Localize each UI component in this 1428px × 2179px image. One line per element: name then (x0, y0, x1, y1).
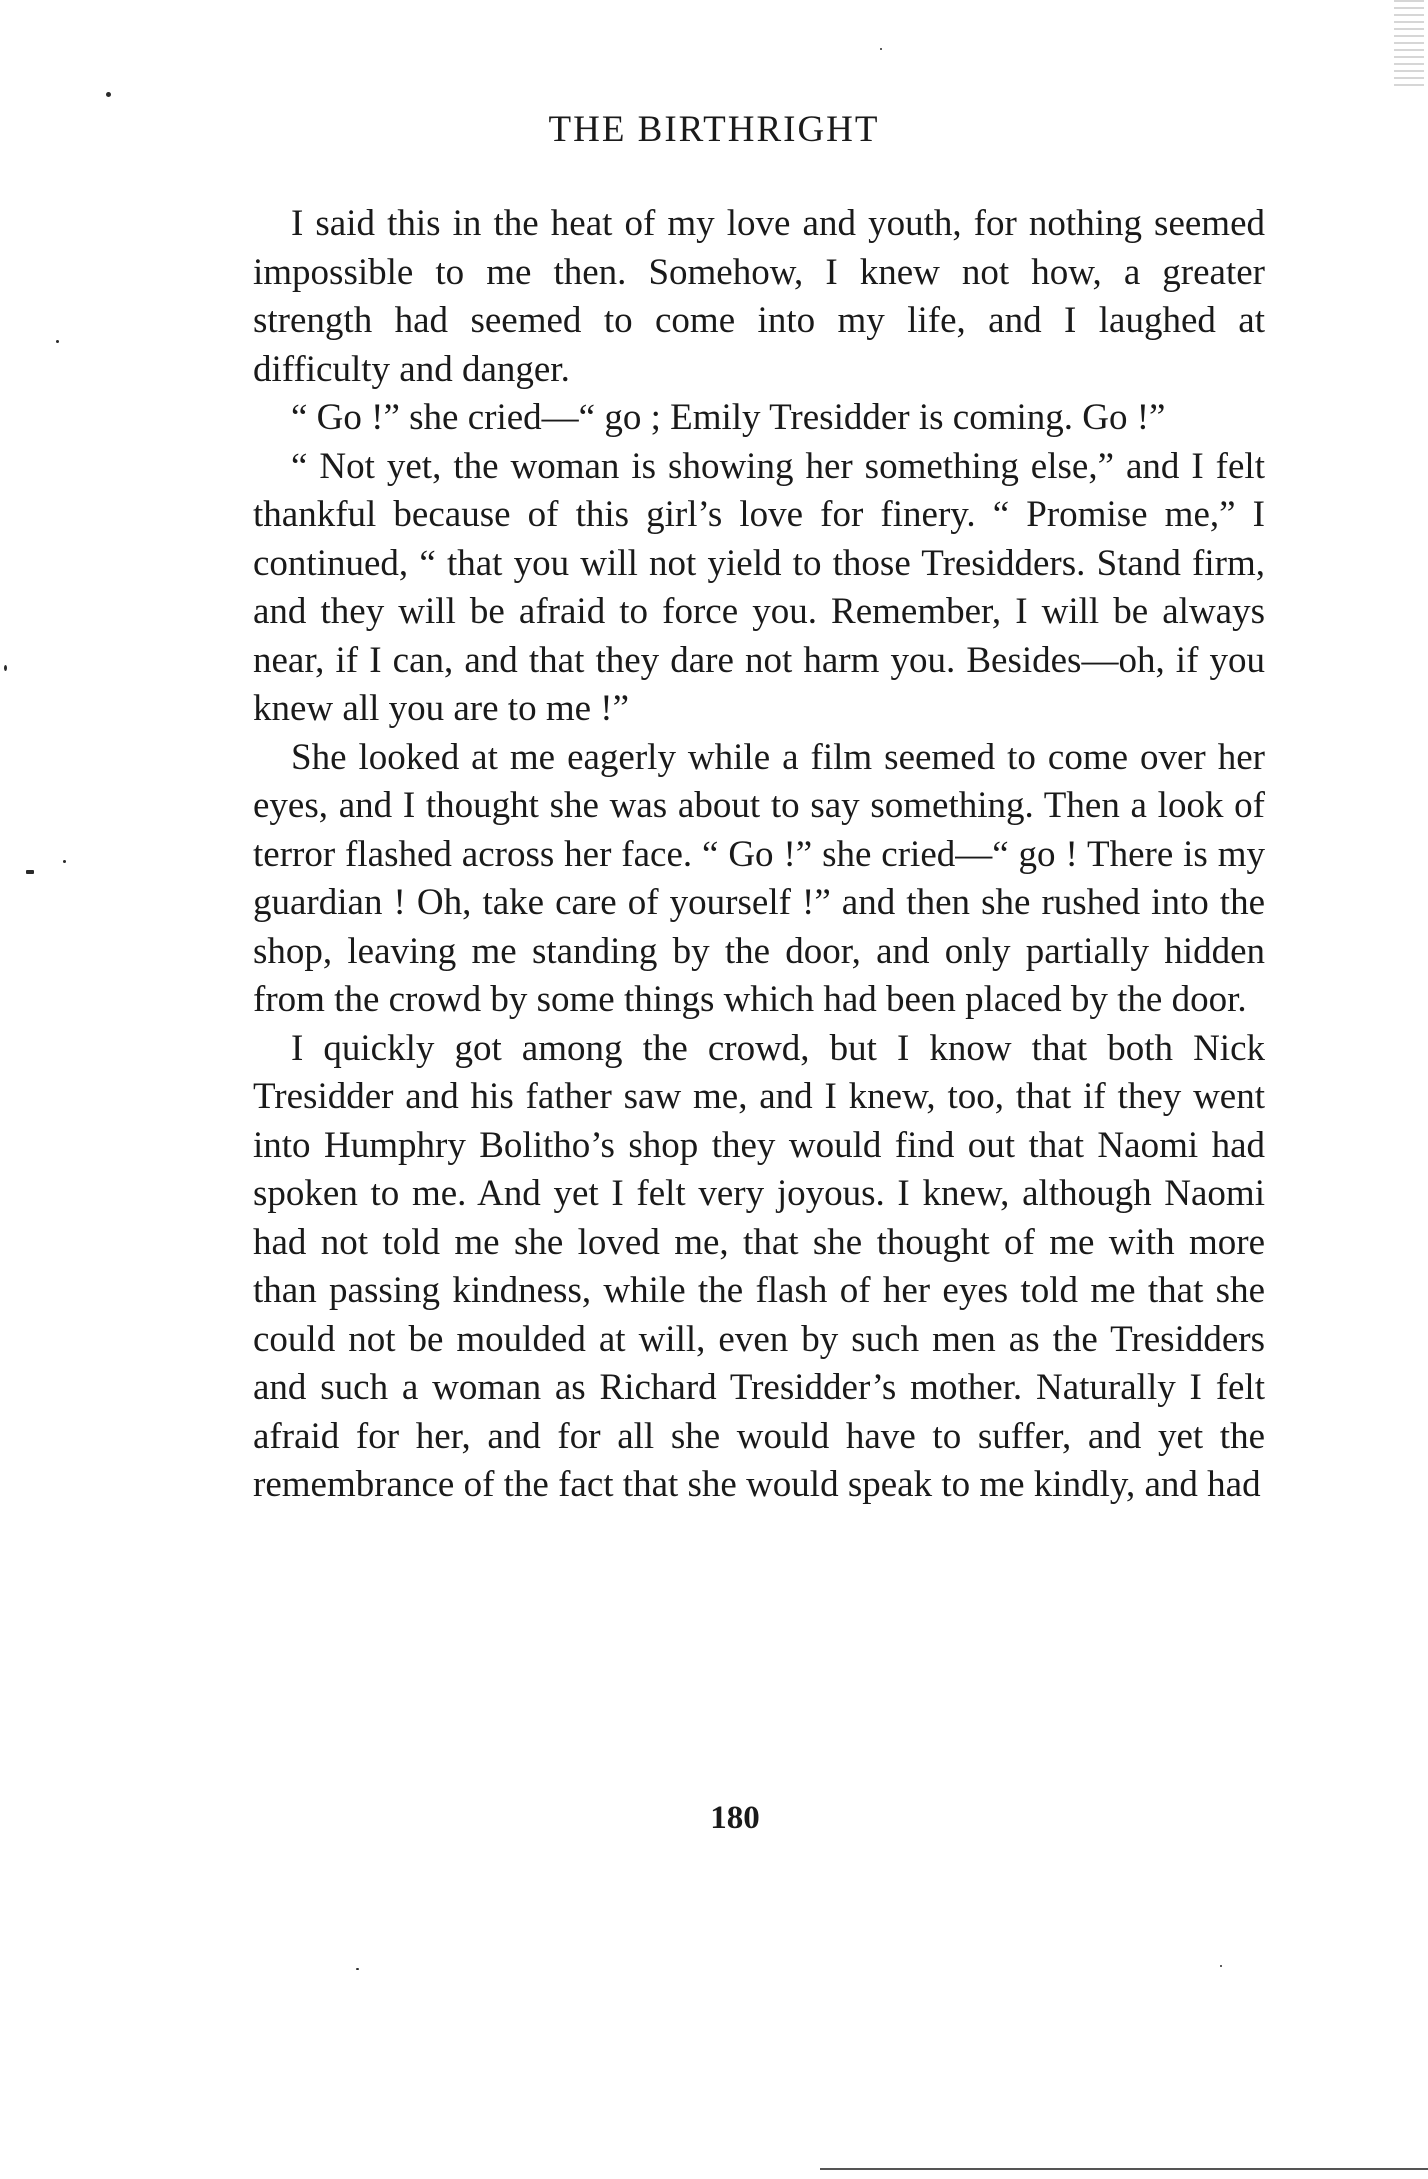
scan-speck (63, 860, 66, 863)
paragraph: “ Go !” she cried—“ go ; Emily Tresidder is coming. Go !” (291, 397, 1166, 438)
paragraph: She looked at me eagerly while a film seemed to come over her eyes, and I thought she was about to say something. Then a look of terror flashed across her face. “ Go !” she cried—“ go ! There is my guardian ! Oh, take care of yourself !” and then she rushed into the shop, leaving me standing by the door, and only partially hidden from the crowd by some things which had been placed by the door. (253, 736, 1265, 1020)
scan-speck (106, 92, 111, 97)
page-edge-artifact (1394, 0, 1424, 90)
page-edge-line (820, 2168, 1428, 2170)
scan-speck (356, 1968, 359, 1970)
body-text (253, 200, 1265, 1510)
paragraph: I said this in the heat of my love and youth, for nothing seemed impossible to me then. Somehow, I knew not how, a greater strength had seemed to come into my life, and I laughed at difficulty and danger. (253, 203, 1265, 390)
scan-speck (4, 665, 7, 671)
scan-speck (880, 48, 882, 50)
paragraph: “ Not yet, the woman is showing her something else,” and I felt thankful because of this girl’s love for finery. “ Promise me,” I continued, “ that you will not yield to those Tresidders. Stand firm, and they will be afraid to force you. Remember, I will be always near, if I can, and that they dare not harm you. Besides—oh, if you knew all you are to me !” (253, 445, 1265, 729)
paragraph: I quickly got among the crowd, but I know that both Nick Tresidder and his father saw me, and I knew, too, that if they went into Humphry Bolitho’s shop they would find out that Naomi had spoken to me. And yet I felt very joyous. I knew, although Naomi had not told me she loved me, that she thought of me with more than passing kindness, while the flash of her eyes told me that she could not be moulded at will, even by such men as the Tresidders and such a woman as Richard Tresidder’s mother. Naturally I felt afraid for her, and for all she would have to suffer, and yet the remembrance of the fact that she would speak to me kindly, and had (253, 1027, 1265, 1505)
scan-speck (26, 870, 34, 874)
scan-speck (56, 340, 59, 343)
page-number: 180 (710, 1800, 760, 1836)
scan-speck (1220, 1965, 1222, 1967)
running-head: THE BIRTHRIGHT (548, 109, 880, 150)
